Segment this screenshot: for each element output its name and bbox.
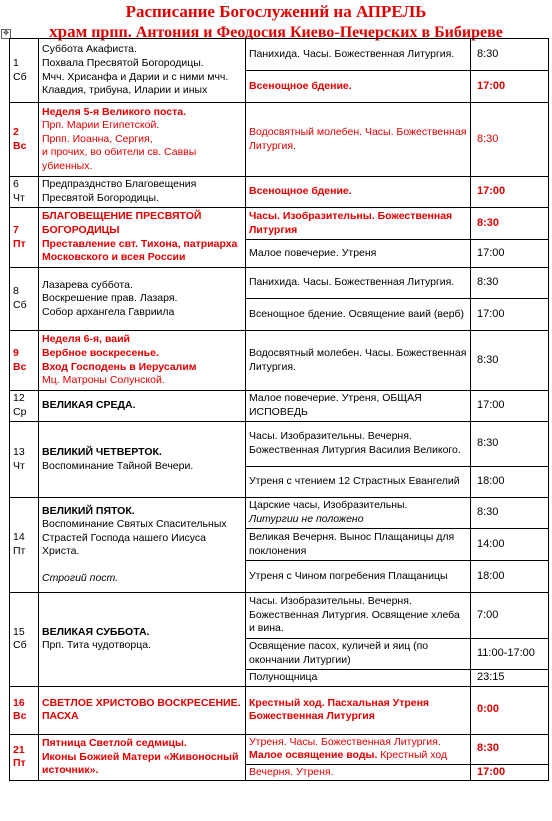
date-weekday: Вс <box>13 139 27 152</box>
feast-line: ВЕЛИКАЯ СУББОТА. <box>42 625 150 638</box>
feast-line: Мчч. Хрисанфа и Дарии и с ними мчч. Клавдия, трибуна, Иларии и иных <box>42 70 229 97</box>
feast-cell <box>39 734 246 781</box>
date-weekday: Пт <box>13 545 26 557</box>
date-cell <box>10 103 39 177</box>
date-number: 15 <box>13 625 25 638</box>
service-cell: Освящение пасох, куличей и яиц (по окончании Литургии) <box>246 639 471 670</box>
feast-line: Похвала Пресвятой Богородицы. <box>42 56 204 69</box>
date-weekday: Ср <box>13 406 27 418</box>
date-weekday: Сб <box>13 639 27 652</box>
table-row <box>10 686 549 734</box>
service-cell: Водосвятный молебен. Часы. Божественная Литургия. <box>246 331 471 391</box>
date-cell <box>10 268 39 331</box>
feast-cell <box>39 268 246 331</box>
date-cell <box>10 686 39 734</box>
table-row <box>10 268 549 299</box>
feast-line: Лазарева суббота. <box>42 278 133 291</box>
table-row <box>10 734 549 764</box>
date-cell <box>10 734 39 781</box>
time-cell: 23:15 <box>471 670 549 687</box>
feast-line: Суббота Акафиста. <box>42 43 137 56</box>
date-weekday: Чт <box>13 192 25 204</box>
service-cell: Часы. Изобразительны. Вечерня. Божественная Литургия Василия Великого. <box>246 422 471 467</box>
table-row <box>10 208 549 240</box>
service-text: Малое освящение воды. <box>249 749 378 762</box>
feast-cell: ВЕЛИКАЯ СРЕДА. <box>39 391 246 422</box>
date-number: 14 <box>13 531 25 544</box>
service-cell: Водосвятный молебен. Часы. Божественная Литургия. <box>246 103 471 177</box>
service-cell: Вечерня. Утреня. <box>246 764 471 781</box>
date-cell <box>10 177 39 208</box>
table-row <box>10 331 549 391</box>
date-cell <box>10 39 39 103</box>
service-note: Литургии не положено <box>249 513 364 525</box>
time-cell: 8:30 <box>471 208 549 240</box>
date-weekday: Вс <box>13 360 27 373</box>
feast-line: Иконы Божией Матери «Живоносный источник». <box>42 750 239 777</box>
table-row <box>10 391 549 422</box>
table-row <box>10 593 549 639</box>
date-cell <box>10 331 39 391</box>
feast-line: СВЕТЛОЕ ХРИСТОВО ВОСКРЕСЕНИЕ. <box>42 696 241 709</box>
service-cell: Великая Вечерня. Вынос Плащаницы для поклонения <box>246 529 471 561</box>
date-number: 8 <box>13 285 19 298</box>
feast-cell <box>39 498 246 593</box>
feast-line: Неделя 6-я, ваий <box>42 333 131 346</box>
service-cell: Утреня с чтением 12 Страстных Евангелий <box>246 467 471 498</box>
feast-spacer <box>42 559 242 572</box>
feast-cell <box>39 208 246 268</box>
schedule-table <box>9 38 549 781</box>
feast-line: Вход Господень в Иерусалим <box>42 360 197 373</box>
time-cell: 8:30 <box>471 103 549 177</box>
table-row <box>10 422 549 467</box>
feast-line: Строгий пост. <box>42 571 119 584</box>
feast-line: ВЕЛИКИЙ ЧЕТВЕРТОК. <box>42 445 162 458</box>
feast-cell: Предпразднство Благовещения Пресвятой Богородицы. <box>39 177 246 208</box>
table-row <box>10 103 549 177</box>
service-cell: Всенощное бдение. <box>246 71 471 103</box>
move-icon[interactable]: ✥ <box>1 29 11 39</box>
subtitle-prefix: храм <box>49 22 88 41</box>
time-cell: 17:00 <box>471 764 549 781</box>
time-cell: 0:00 <box>471 686 549 734</box>
time-cell: 8:30 <box>471 39 549 71</box>
feast-cell <box>39 593 246 687</box>
service-cell: Часы. Изобразительны. Божественная Литургия <box>246 208 471 240</box>
date-number: 21 <box>13 743 25 756</box>
feast-line: Прп. Тита чудотворца. <box>42 639 151 652</box>
table-row <box>10 177 549 208</box>
feast-line: ПАСХА <box>42 710 79 723</box>
service-cell: Утреня с Чином погребения Плащаницы <box>246 561 471 593</box>
subtitle-church-name: прпп. Антония и Феодосия Киево-Печерских в Бибиреве <box>91 24 503 41</box>
feast-cell <box>39 422 246 498</box>
date-weekday: Пт <box>13 757 26 770</box>
date-weekday: Сб <box>13 299 27 311</box>
service-cell: Всенощное бдение. <box>246 177 471 208</box>
date-number: 9 <box>13 346 19 359</box>
service-cell: Панихида. Часы. Божественная Литургия. <box>246 268 471 299</box>
feast-line: Мц. Матроны Солунской. <box>42 374 165 387</box>
feast-line: Собор архангела Гавриила <box>42 305 175 318</box>
date-cell <box>10 498 39 593</box>
feast-line: БЛАГОВЕЩЕНИЕ ПРЕСВЯТОЙ БОГОРОДИЦЫ <box>42 210 202 236</box>
date-cell <box>10 208 39 268</box>
feast-line: Воскрешение прав. Лазаря. <box>42 292 178 305</box>
service-cell: Часы. Изобразительны. Вечерня. Божественная Литургия. Освящение хлеба и вина. <box>246 593 471 639</box>
feast-cell <box>39 686 246 734</box>
date-number: 16 <box>13 696 25 709</box>
service-cell: Крестный ход. Пасхальная Утреня Божественная Литургия <box>246 686 471 734</box>
service-cell: Малое повечерие. Утреня, ОБЩАЯ ИСПОВЕДЬ <box>246 391 471 422</box>
date-weekday: Пт <box>13 237 26 250</box>
time-cell: 18:00 <box>471 561 549 593</box>
table-row <box>10 39 549 71</box>
time-cell: 17:00 <box>471 177 549 208</box>
time-cell: 17:00 <box>471 299 549 331</box>
time-cell: 14:00 <box>471 529 549 561</box>
feast-line: Пятница Светлой седмицы. <box>42 737 187 750</box>
date-cell <box>10 422 39 498</box>
date-number: 2 <box>13 125 19 138</box>
service-cell: Всенощное бдение. Освящение ваий (верб) <box>246 299 471 331</box>
service-text: Утреня. Часы. Божественная Литургия. <box>249 735 441 748</box>
time-cell: 8:30 <box>471 268 549 299</box>
feast-line: Вербное воскресенье. <box>42 346 159 359</box>
service-cell <box>246 498 471 529</box>
feast-line: Неделя 5-я Великого поста. <box>42 105 187 118</box>
feast-cell <box>39 103 246 177</box>
feast-line: Воспоминание Тайной Вечери. <box>42 459 194 472</box>
time-cell: 11:00-17:00 <box>471 639 549 670</box>
feast-line: ВЕЛИКИЙ ПЯТОК. <box>42 504 135 517</box>
date-number: 7 <box>13 223 19 236</box>
date-weekday: Чт <box>13 459 25 472</box>
feast-cell <box>39 331 246 391</box>
time-cell: 17:00 <box>471 391 549 422</box>
time-cell: 17:00 <box>471 240 549 268</box>
time-cell: 7:00 <box>471 593 549 639</box>
table-row <box>10 498 549 529</box>
date-number: 13 <box>13 445 25 458</box>
feast-line: Преставление свт. Тихона, патриарха Московского и всея России <box>42 237 238 264</box>
service-cell: Полунощница <box>246 670 471 687</box>
date-cell <box>10 593 39 687</box>
service-text: Крестный ход <box>380 749 448 762</box>
feast-line: Воспоминание Святых Спасительных Страстей Господа нашего Иисуса Христа. <box>42 518 227 558</box>
date-number: 6 <box>13 178 19 191</box>
service-cell: Панихида. Часы. Божественная Литургия. <box>246 39 471 71</box>
feast-line: и прочих, во обители св. Саввы убиенных. <box>42 146 197 172</box>
page-title: Расписание Богослужений на АПРЕЛЬ <box>125 2 427 21</box>
service-cell <box>246 734 471 764</box>
feast-line: Прпп. Иоанна, Сергия, <box>42 132 153 145</box>
service-cell: Малое повечерие. Утреня <box>246 240 471 268</box>
time-cell: 8:30 <box>471 331 549 391</box>
time-cell: 8:30 <box>471 734 549 764</box>
time-cell: 17:00 <box>471 71 549 103</box>
feast-cell <box>39 39 246 103</box>
feast-line: Прп. Марии Египетской. <box>42 119 160 132</box>
time-cell: 8:30 <box>471 422 549 467</box>
date-number: 1 <box>13 56 19 69</box>
service-text: Царские часы, Изобразительны. <box>249 499 408 512</box>
time-cell: 18:00 <box>471 467 549 498</box>
service-text-line <box>249 749 467 763</box>
date-weekday: Сб <box>13 70 27 83</box>
date-cell <box>10 391 39 422</box>
time-cell: 8:30 <box>471 498 549 529</box>
date-number: 12 <box>13 392 25 405</box>
date-weekday: Вс <box>13 710 27 723</box>
